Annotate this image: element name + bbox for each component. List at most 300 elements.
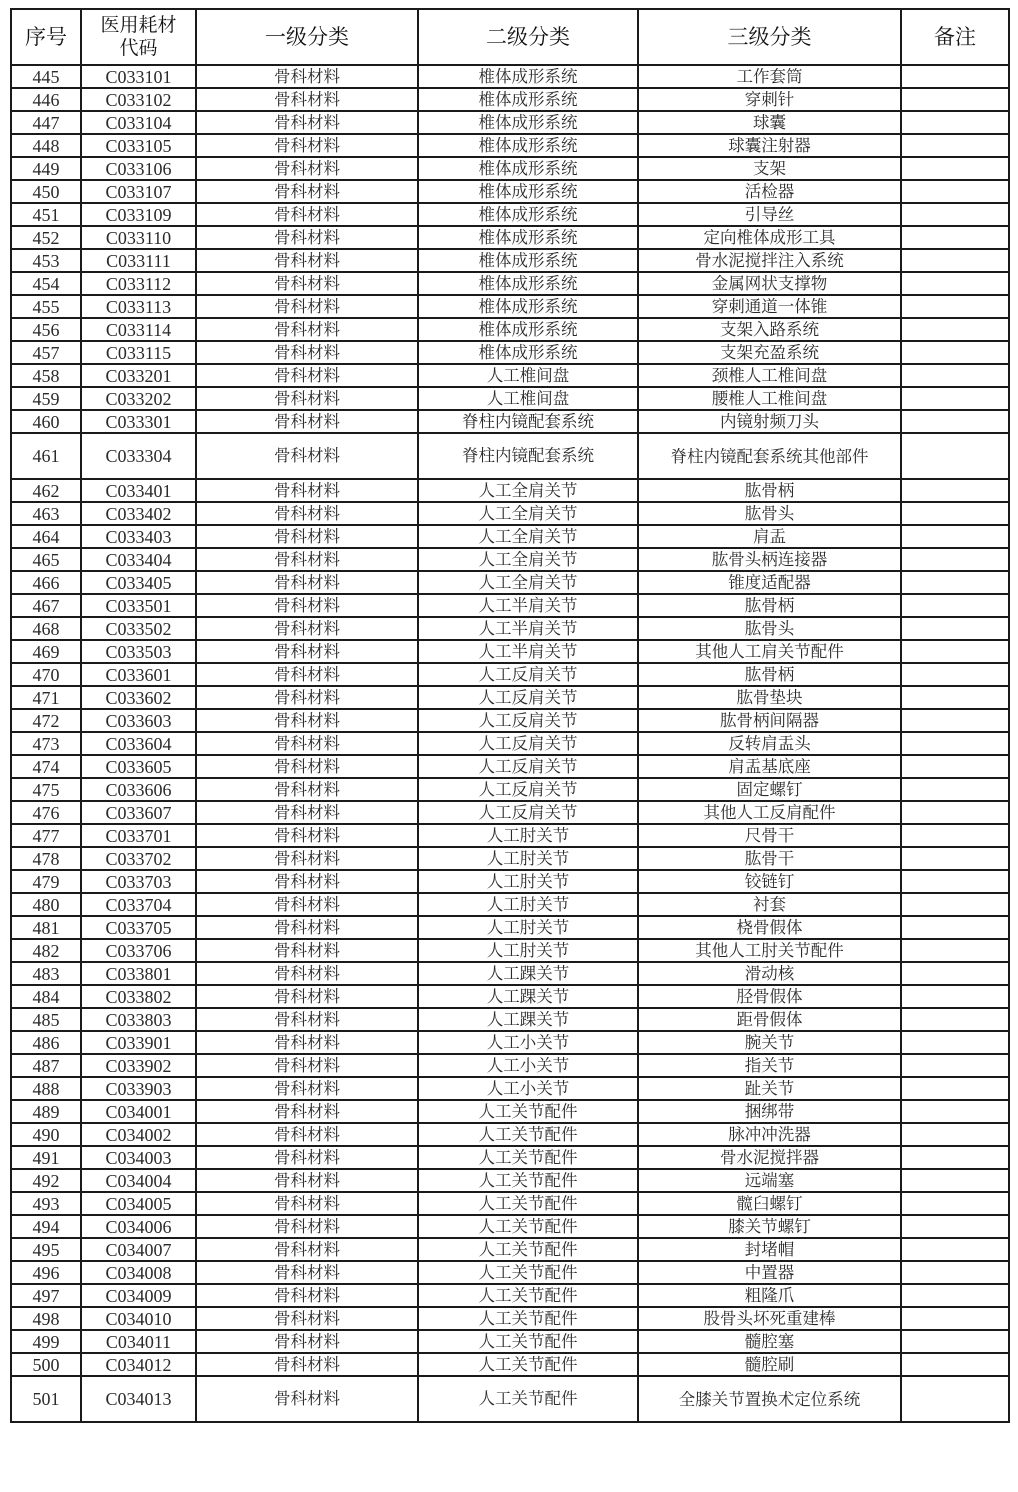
- level1-category-cell: 骨科材料: [196, 1146, 418, 1169]
- serial-number-cell: 497: [11, 1284, 81, 1307]
- serial-number-cell: 483: [11, 962, 81, 985]
- level2-category-cell: 人工关节配件: [418, 1238, 638, 1261]
- consumable-code-cell: C033802: [81, 985, 196, 1008]
- level1-category-cell: 骨科材料: [196, 203, 418, 226]
- level1-category-cell: 骨科材料: [196, 1330, 418, 1353]
- table-row: [11, 755, 1009, 778]
- consumable-code-cell: C033110: [81, 226, 196, 249]
- table-row: [11, 686, 1009, 709]
- table-row: [11, 870, 1009, 893]
- level3-category-cell: 其他人工肩关节配件: [638, 640, 901, 663]
- level3-category-cell: 远端塞: [638, 1169, 901, 1192]
- remarks-cell: [901, 249, 1009, 272]
- consumable-code-cell: C033101: [81, 65, 196, 88]
- remarks-cell: [901, 939, 1009, 962]
- serial-number-cell: 475: [11, 778, 81, 801]
- level2-category-cell: 人工关节配件: [418, 1376, 638, 1422]
- level1-category-cell: 骨科材料: [196, 640, 418, 663]
- serial-number-cell: 453: [11, 249, 81, 272]
- level2-category-cell: 人工踝关节: [418, 962, 638, 985]
- table-row: [11, 410, 1009, 433]
- level3-category-cell: 全膝关节置换术定位系统: [638, 1376, 901, 1422]
- level1-category-cell: 骨科材料: [196, 157, 418, 180]
- header-code-line2: 代码: [119, 37, 158, 59]
- consumable-code-cell: C033106: [81, 157, 196, 180]
- level1-category-cell: 骨科材料: [196, 502, 418, 525]
- table-row: [11, 364, 1009, 387]
- serial-number-cell: 458: [11, 364, 81, 387]
- serial-number-cell: 451: [11, 203, 81, 226]
- consumable-code-cell: C033401: [81, 479, 196, 502]
- level3-category-cell: 铰链钉: [638, 870, 901, 893]
- remarks-cell: [901, 1192, 1009, 1215]
- serial-number-cell: 465: [11, 548, 81, 571]
- level1-category-cell: 骨科材料: [196, 1238, 418, 1261]
- table-row: [11, 318, 1009, 341]
- remarks-cell: [901, 870, 1009, 893]
- serial-number-cell: 500: [11, 1353, 81, 1376]
- level2-category-cell: 人工关节配件: [418, 1169, 638, 1192]
- level2-category-cell: 人工全肩关节: [418, 525, 638, 548]
- consumable-code-cell: C034002: [81, 1123, 196, 1146]
- remarks-cell: [901, 1284, 1009, 1307]
- level2-category-cell: 人工关节配件: [418, 1330, 638, 1353]
- remarks-cell: [901, 1008, 1009, 1031]
- level3-category-cell: 球囊注射器: [638, 134, 901, 157]
- level3-category-cell: 髓腔刷: [638, 1353, 901, 1376]
- level3-category-cell: 锥度适配器: [638, 571, 901, 594]
- level1-category-cell: 骨科材料: [196, 111, 418, 134]
- table-row: [11, 502, 1009, 525]
- level1-category-cell: 骨科材料: [196, 709, 418, 732]
- table-row: [11, 571, 1009, 594]
- table-row: [11, 387, 1009, 410]
- table-row: [11, 663, 1009, 686]
- serial-number-cell: 477: [11, 824, 81, 847]
- level1-category-cell: 骨科材料: [196, 778, 418, 801]
- level2-category-cell: 人工小关节: [418, 1031, 638, 1054]
- table-row: [11, 548, 1009, 571]
- serial-number-cell: 479: [11, 870, 81, 893]
- remarks-cell: [901, 203, 1009, 226]
- level1-category-cell: 骨科材料: [196, 1077, 418, 1100]
- level3-category-cell: 膝关节螺钉: [638, 1215, 901, 1238]
- table-row: [11, 203, 1009, 226]
- remarks-cell: [901, 1238, 1009, 1261]
- table-row: [11, 1307, 1009, 1330]
- serial-number-cell: 484: [11, 985, 81, 1008]
- consumable-code-cell: C033901: [81, 1031, 196, 1054]
- level3-category-cell: 固定螺钉: [638, 778, 901, 801]
- level2-category-cell: 人工半肩关节: [418, 617, 638, 640]
- table-row: [11, 1054, 1009, 1077]
- level1-category-cell: 骨科材料: [196, 88, 418, 111]
- remarks-cell: [901, 341, 1009, 364]
- serial-number-cell: 490: [11, 1123, 81, 1146]
- table-row: [11, 111, 1009, 134]
- level3-category-cell: 工作套筒: [638, 65, 901, 88]
- remarks-cell: [901, 571, 1009, 594]
- level1-category-cell: 骨科材料: [196, 479, 418, 502]
- level3-category-cell: 其他人工肘关节配件: [638, 939, 901, 962]
- level3-category-cell: 肱骨柄: [638, 594, 901, 617]
- level1-category-cell: 骨科材料: [196, 686, 418, 709]
- remarks-cell: [901, 893, 1009, 916]
- level2-category-cell: 人工关节配件: [418, 1100, 638, 1123]
- consumable-code-cell: C033109: [81, 203, 196, 226]
- serial-number-cell: 489: [11, 1100, 81, 1123]
- serial-number-cell: 469: [11, 640, 81, 663]
- level2-category-cell: 人工肘关节: [418, 824, 638, 847]
- level1-category-cell: 骨科材料: [196, 1215, 418, 1238]
- serial-number-cell: 470: [11, 663, 81, 686]
- level1-category-cell: 骨科材料: [196, 410, 418, 433]
- remarks-cell: [901, 134, 1009, 157]
- table-row: [11, 1215, 1009, 1238]
- serial-number-cell: 447: [11, 111, 81, 134]
- level3-category-cell: 肱骨头: [638, 617, 901, 640]
- level2-category-cell: 人工肘关节: [418, 916, 638, 939]
- level2-category-cell: 椎体成形系统: [418, 111, 638, 134]
- remarks-cell: [901, 732, 1009, 755]
- remarks-cell: [901, 1054, 1009, 1077]
- level1-category-cell: 骨科材料: [196, 594, 418, 617]
- consumable-code-cell: C034009: [81, 1284, 196, 1307]
- level2-category-cell: 人工关节配件: [418, 1192, 638, 1215]
- level1-category-cell: 骨科材料: [196, 1054, 418, 1077]
- consumable-code-cell: C034010: [81, 1307, 196, 1330]
- serial-number-cell: 474: [11, 755, 81, 778]
- table-row: [11, 433, 1009, 479]
- table-row: [11, 1238, 1009, 1261]
- serial-number-cell: 485: [11, 1008, 81, 1031]
- level1-category-cell: 骨科材料: [196, 1031, 418, 1054]
- remarks-cell: [901, 1169, 1009, 1192]
- level3-category-cell: 穿刺针: [638, 88, 901, 111]
- level3-category-cell: 肩盂基底座: [638, 755, 901, 778]
- consumable-code-cell: C033502: [81, 617, 196, 640]
- remarks-cell: [901, 364, 1009, 387]
- level1-category-cell: 骨科材料: [196, 65, 418, 88]
- remarks-cell: [901, 1123, 1009, 1146]
- level2-category-cell: 椎体成形系统: [418, 318, 638, 341]
- level2-category-cell: 人工踝关节: [418, 985, 638, 1008]
- remarks-cell: [901, 1307, 1009, 1330]
- level2-category-cell: 人工关节配件: [418, 1284, 638, 1307]
- level1-category-cell: 骨科材料: [196, 939, 418, 962]
- level1-category-cell: 骨科材料: [196, 548, 418, 571]
- serial-number-cell: 457: [11, 341, 81, 364]
- level3-category-cell: 滑动核: [638, 962, 901, 985]
- level1-category-cell: 骨科材料: [196, 1353, 418, 1376]
- consumable-code-cell: C033701: [81, 824, 196, 847]
- remarks-cell: [901, 65, 1009, 88]
- serial-number-cell: 471: [11, 686, 81, 709]
- remarks-cell: [901, 226, 1009, 249]
- level3-category-cell: 髋臼螺钉: [638, 1192, 901, 1215]
- table-row: [11, 295, 1009, 318]
- level2-category-cell: 人工反肩关节: [418, 778, 638, 801]
- level1-category-cell: 骨科材料: [196, 180, 418, 203]
- level2-category-cell: 人工关节配件: [418, 1353, 638, 1376]
- level3-category-cell: 距骨假体: [638, 1008, 901, 1031]
- table-row: [11, 617, 1009, 640]
- consumable-code-cell: C033903: [81, 1077, 196, 1100]
- consumable-code-cell: C033202: [81, 387, 196, 410]
- table-row: [11, 594, 1009, 617]
- level1-category-cell: 骨科材料: [196, 226, 418, 249]
- table-row: [11, 640, 1009, 663]
- level1-category-cell: 骨科材料: [196, 571, 418, 594]
- level3-category-cell: 肩盂: [638, 525, 901, 548]
- remarks-cell: [901, 640, 1009, 663]
- serial-number-cell: 481: [11, 916, 81, 939]
- table-row: [11, 732, 1009, 755]
- consumable-code-cell: C033706: [81, 939, 196, 962]
- level3-category-cell: 衬套: [638, 893, 901, 916]
- remarks-cell: [901, 502, 1009, 525]
- serial-number-cell: 468: [11, 617, 81, 640]
- level2-category-cell: 椎体成形系统: [418, 249, 638, 272]
- level2-category-cell: 脊柱内镜配套系统: [418, 433, 638, 479]
- remarks-cell: [901, 1077, 1009, 1100]
- table-row: [11, 801, 1009, 824]
- serial-number-cell: 449: [11, 157, 81, 180]
- table-row: [11, 88, 1009, 111]
- level1-category-cell: 骨科材料: [196, 801, 418, 824]
- table-row: [11, 1146, 1009, 1169]
- remarks-cell: [901, 709, 1009, 732]
- consumable-code-cell: C033304: [81, 433, 196, 479]
- serial-number-cell: 463: [11, 502, 81, 525]
- level2-category-cell: 人工小关节: [418, 1077, 638, 1100]
- remarks-cell: [901, 663, 1009, 686]
- serial-number-cell: 454: [11, 272, 81, 295]
- remarks-cell: [901, 111, 1009, 134]
- consumable-code-cell: C033114: [81, 318, 196, 341]
- remarks-cell: [901, 1353, 1009, 1376]
- level2-category-cell: 椎体成形系统: [418, 134, 638, 157]
- table-row: [11, 778, 1009, 801]
- consumable-code-cell: C034005: [81, 1192, 196, 1215]
- level2-category-cell: 人工反肩关节: [418, 732, 638, 755]
- consumable-code-cell: C033112: [81, 272, 196, 295]
- serial-number-cell: 460: [11, 410, 81, 433]
- consumable-code-cell: C034004: [81, 1169, 196, 1192]
- serial-number-cell: 482: [11, 939, 81, 962]
- header-consumable-code: [81, 9, 196, 65]
- remarks-cell: [901, 778, 1009, 801]
- level1-category-cell: 骨科材料: [196, 272, 418, 295]
- level2-category-cell: 人工全肩关节: [418, 502, 638, 525]
- remarks-cell: [901, 755, 1009, 778]
- remarks-cell: [901, 1261, 1009, 1284]
- remarks-cell: [901, 962, 1009, 985]
- table-row: [11, 157, 1009, 180]
- header-level2-category: 二级分类: [418, 9, 638, 65]
- level1-category-cell: 骨科材料: [196, 755, 418, 778]
- level2-category-cell: 人工关节配件: [418, 1261, 638, 1284]
- level3-category-cell: 脉冲冲洗器: [638, 1123, 901, 1146]
- level3-category-cell: 定向椎体成形工具: [638, 226, 901, 249]
- serial-number-cell: 461: [11, 433, 81, 479]
- level3-category-cell: 封堵帽: [638, 1238, 901, 1261]
- level3-category-cell: 肱骨垫块: [638, 686, 901, 709]
- consumable-code-cell: C034011: [81, 1330, 196, 1353]
- serial-number-cell: 496: [11, 1261, 81, 1284]
- level2-category-cell: 人工肘关节: [418, 893, 638, 916]
- remarks-cell: [901, 548, 1009, 571]
- table-row: [11, 893, 1009, 916]
- remarks-cell: [901, 985, 1009, 1008]
- consumable-code-cell: C034008: [81, 1261, 196, 1284]
- level3-category-cell: 肱骨柄: [638, 663, 901, 686]
- level1-category-cell: 骨科材料: [196, 824, 418, 847]
- level2-category-cell: 人工半肩关节: [418, 640, 638, 663]
- serial-number-cell: 480: [11, 893, 81, 916]
- level2-category-cell: 椎体成形系统: [418, 272, 638, 295]
- serial-number-cell: 473: [11, 732, 81, 755]
- consumable-code-cell: C033107: [81, 180, 196, 203]
- level2-category-cell: 人工关节配件: [418, 1215, 638, 1238]
- level2-category-cell: 人工关节配件: [418, 1146, 638, 1169]
- level1-category-cell: 骨科材料: [196, 1169, 418, 1192]
- consumable-code-cell: C034003: [81, 1146, 196, 1169]
- level1-category-cell: 骨科材料: [196, 916, 418, 939]
- header-level3-category: 三级分类: [638, 9, 901, 65]
- level3-category-cell: 捆绑带: [638, 1100, 901, 1123]
- level1-category-cell: 骨科材料: [196, 364, 418, 387]
- serial-number-cell: 488: [11, 1077, 81, 1100]
- level3-category-cell: 指关节: [638, 1054, 901, 1077]
- consumable-code-cell: C033201: [81, 364, 196, 387]
- level3-category-cell: 肱骨头: [638, 502, 901, 525]
- level3-category-cell: 内镜射频刀头: [638, 410, 901, 433]
- remarks-cell: [901, 1215, 1009, 1238]
- level2-category-cell: 人工反肩关节: [418, 755, 638, 778]
- level3-category-cell: 引导丝: [638, 203, 901, 226]
- level1-category-cell: 骨科材料: [196, 1100, 418, 1123]
- level2-category-cell: 人工小关节: [418, 1054, 638, 1077]
- serial-number-cell: 456: [11, 318, 81, 341]
- table-row: [11, 1031, 1009, 1054]
- consumable-code-cell: C033602: [81, 686, 196, 709]
- remarks-cell: [901, 1100, 1009, 1123]
- level1-category-cell: 骨科材料: [196, 295, 418, 318]
- remarks-cell: [901, 433, 1009, 479]
- consumable-code-cell: C033606: [81, 778, 196, 801]
- serial-number-cell: 464: [11, 525, 81, 548]
- level2-category-cell: 人工关节配件: [418, 1307, 638, 1330]
- consumable-code-cell: C033705: [81, 916, 196, 939]
- consumable-code-cell: C034007: [81, 1238, 196, 1261]
- level1-category-cell: 骨科材料: [196, 663, 418, 686]
- level3-category-cell: 骨水泥搅拌器: [638, 1146, 901, 1169]
- level1-category-cell: 骨科材料: [196, 433, 418, 479]
- level3-category-cell: 肱骨头柄连接器: [638, 548, 901, 571]
- consumable-code-cell: C033105: [81, 134, 196, 157]
- remarks-cell: [901, 525, 1009, 548]
- table-row: [11, 1353, 1009, 1376]
- level1-category-cell: 骨科材料: [196, 870, 418, 893]
- remarks-cell: [901, 824, 1009, 847]
- level1-category-cell: 骨科材料: [196, 1192, 418, 1215]
- level2-category-cell: 人工肘关节: [418, 939, 638, 962]
- level2-category-cell: 椎体成形系统: [418, 295, 638, 318]
- header-level1-category: 一级分类: [196, 9, 418, 65]
- serial-number-cell: 446: [11, 88, 81, 111]
- level2-category-cell: 人工反肩关节: [418, 709, 638, 732]
- level2-category-cell: 人工肘关节: [418, 870, 638, 893]
- level2-category-cell: 脊柱内镜配套系统: [418, 410, 638, 433]
- level3-category-cell: 髓腔塞: [638, 1330, 901, 1353]
- remarks-cell: [901, 801, 1009, 824]
- level2-category-cell: 人工反肩关节: [418, 686, 638, 709]
- level2-category-cell: 椎体成形系统: [418, 88, 638, 111]
- medical-consumables-table: [10, 8, 1010, 1423]
- consumable-code-cell: C033403: [81, 525, 196, 548]
- level2-category-cell: 人工踝关节: [418, 1008, 638, 1031]
- level3-category-cell: 腕关节: [638, 1031, 901, 1054]
- consumable-code-cell: C033111: [81, 249, 196, 272]
- consumable-code-cell: C033503: [81, 640, 196, 663]
- table-row: [11, 847, 1009, 870]
- level3-category-cell: 肱骨柄间隔器: [638, 709, 901, 732]
- table-row: [11, 1261, 1009, 1284]
- level1-category-cell: 骨科材料: [196, 134, 418, 157]
- level2-category-cell: 椎体成形系统: [418, 341, 638, 364]
- consumable-code-cell: C033703: [81, 870, 196, 893]
- remarks-cell: [901, 916, 1009, 939]
- level2-category-cell: 人工关节配件: [418, 1123, 638, 1146]
- consumable-code-cell: C033603: [81, 709, 196, 732]
- level1-category-cell: 骨科材料: [196, 387, 418, 410]
- level3-category-cell: 穿刺通道一体锥: [638, 295, 901, 318]
- level1-category-cell: 骨科材料: [196, 525, 418, 548]
- table-row: [11, 1123, 1009, 1146]
- remarks-cell: [901, 387, 1009, 410]
- table-row: [11, 65, 1009, 88]
- consumable-code-cell: C033704: [81, 893, 196, 916]
- remarks-cell: [901, 318, 1009, 341]
- level2-category-cell: 人工椎间盘: [418, 364, 638, 387]
- level2-category-cell: 人工反肩关节: [418, 663, 638, 686]
- level2-category-cell: 椎体成形系统: [418, 157, 638, 180]
- level1-category-cell: 骨科材料: [196, 1261, 418, 1284]
- remarks-cell: [901, 594, 1009, 617]
- table-row: [11, 1169, 1009, 1192]
- serial-number-cell: 492: [11, 1169, 81, 1192]
- level2-category-cell: 人工肘关节: [418, 847, 638, 870]
- level2-category-cell: 人工反肩关节: [418, 801, 638, 824]
- serial-number-cell: 486: [11, 1031, 81, 1054]
- serial-number-cell: 498: [11, 1307, 81, 1330]
- table-row: [11, 180, 1009, 203]
- level1-category-cell: 骨科材料: [196, 617, 418, 640]
- level1-category-cell: 骨科材料: [196, 985, 418, 1008]
- level3-category-cell: 球囊: [638, 111, 901, 134]
- consumable-code-cell: C033405: [81, 571, 196, 594]
- consumable-code-cell: C033301: [81, 410, 196, 433]
- level3-category-cell: 中置器: [638, 1261, 901, 1284]
- level3-category-cell: 脊柱内镜配套系统其他部件: [638, 433, 901, 479]
- header-code-line1: 医用耗材: [100, 14, 177, 36]
- level3-category-cell: 肱骨柄: [638, 479, 901, 502]
- serial-number-cell: 491: [11, 1146, 81, 1169]
- serial-number-cell: 466: [11, 571, 81, 594]
- consumable-code-cell: C033102: [81, 88, 196, 111]
- consumable-code-cell: C033801: [81, 962, 196, 985]
